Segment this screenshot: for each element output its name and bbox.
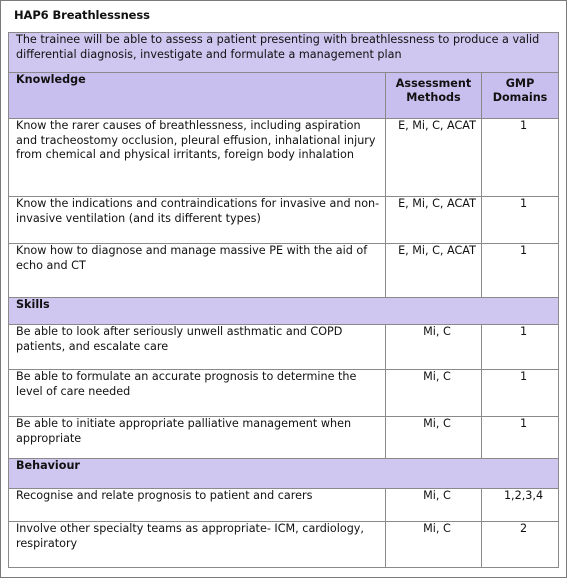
assessment-methods: E, Mi, C, ACAT (386, 197, 482, 244)
intro-row (9, 33, 559, 73)
competence-text: Be able to look after seriously unwell asthmatic and COPD patients, and escalate care (9, 325, 386, 370)
assessment-methods: Mi, C (386, 370, 482, 417)
gmp-domains: 1 (482, 244, 559, 298)
table-row (9, 325, 559, 370)
competence-text: Involve other specialty teams as appropriate- ICM, cardiology, respiratory (9, 522, 386, 568)
gmp-domains: 1,2,3,4 (482, 489, 559, 522)
gmp-domains: 1 (482, 370, 559, 417)
column-header-row (9, 73, 559, 119)
gmp-domains: 1 (482, 119, 559, 197)
table-row (9, 522, 559, 568)
table-row (9, 197, 559, 244)
table-row (9, 119, 559, 197)
assessment-methods: E, Mi, C, ACAT (386, 119, 482, 197)
assessment-methods-header: Assessment Methods (386, 73, 482, 119)
section-header-row (9, 459, 559, 489)
knowledge-header: Knowledge (9, 73, 386, 119)
intro-text: The trainee will be able to assess a patient presenting with breathlessness to produce a valid differential diagnosis, investigate and formulate a management plan (9, 33, 559, 73)
table-row (9, 489, 559, 522)
assessment-methods: Mi, C (386, 522, 482, 568)
assessment-methods: Mi, C (386, 325, 482, 370)
competence-text: Know how to diagnose and manage massive PE with the aid of echo and CT (9, 244, 386, 298)
competence-text: Be able to initiate appropriate palliative management when appropriate (9, 417, 386, 459)
table-row (9, 370, 559, 417)
competence-text: Be able to formulate an accurate prognosis to determine the level of care needed (9, 370, 386, 417)
assessment-methods: E, Mi, C, ACAT (386, 244, 482, 298)
assessment-methods: Mi, C (386, 417, 482, 459)
table-row (9, 244, 559, 298)
competence-text: Know the indications and contraindications for invasive and non-invasive ventilation (and its different types) (9, 197, 386, 244)
gmp-domains-header: GMP Domains (482, 73, 559, 119)
gmp-domains: 1 (482, 325, 559, 370)
competence-text: Know the rarer causes of breathlessness, including aspiration and tracheostomy occlusion, pleural effusion, inhalational injury from chemical and physical irritants, foreign body inhalation (9, 119, 386, 197)
table-row (9, 417, 559, 459)
competency-table (8, 32, 559, 568)
behaviour-heading: Behaviour (9, 459, 559, 489)
assessment-methods: Mi, C (386, 489, 482, 522)
competence-text: Recognise and relate prognosis to patient and carers (9, 489, 386, 522)
skills-heading: Skills (9, 298, 559, 325)
gmp-domains: 1 (482, 417, 559, 459)
document-title: HAP6 Breathlessness (14, 8, 150, 22)
gmp-domains: 1 (482, 197, 559, 244)
section-header-row (9, 298, 559, 325)
gmp-domains: 2 (482, 522, 559, 568)
